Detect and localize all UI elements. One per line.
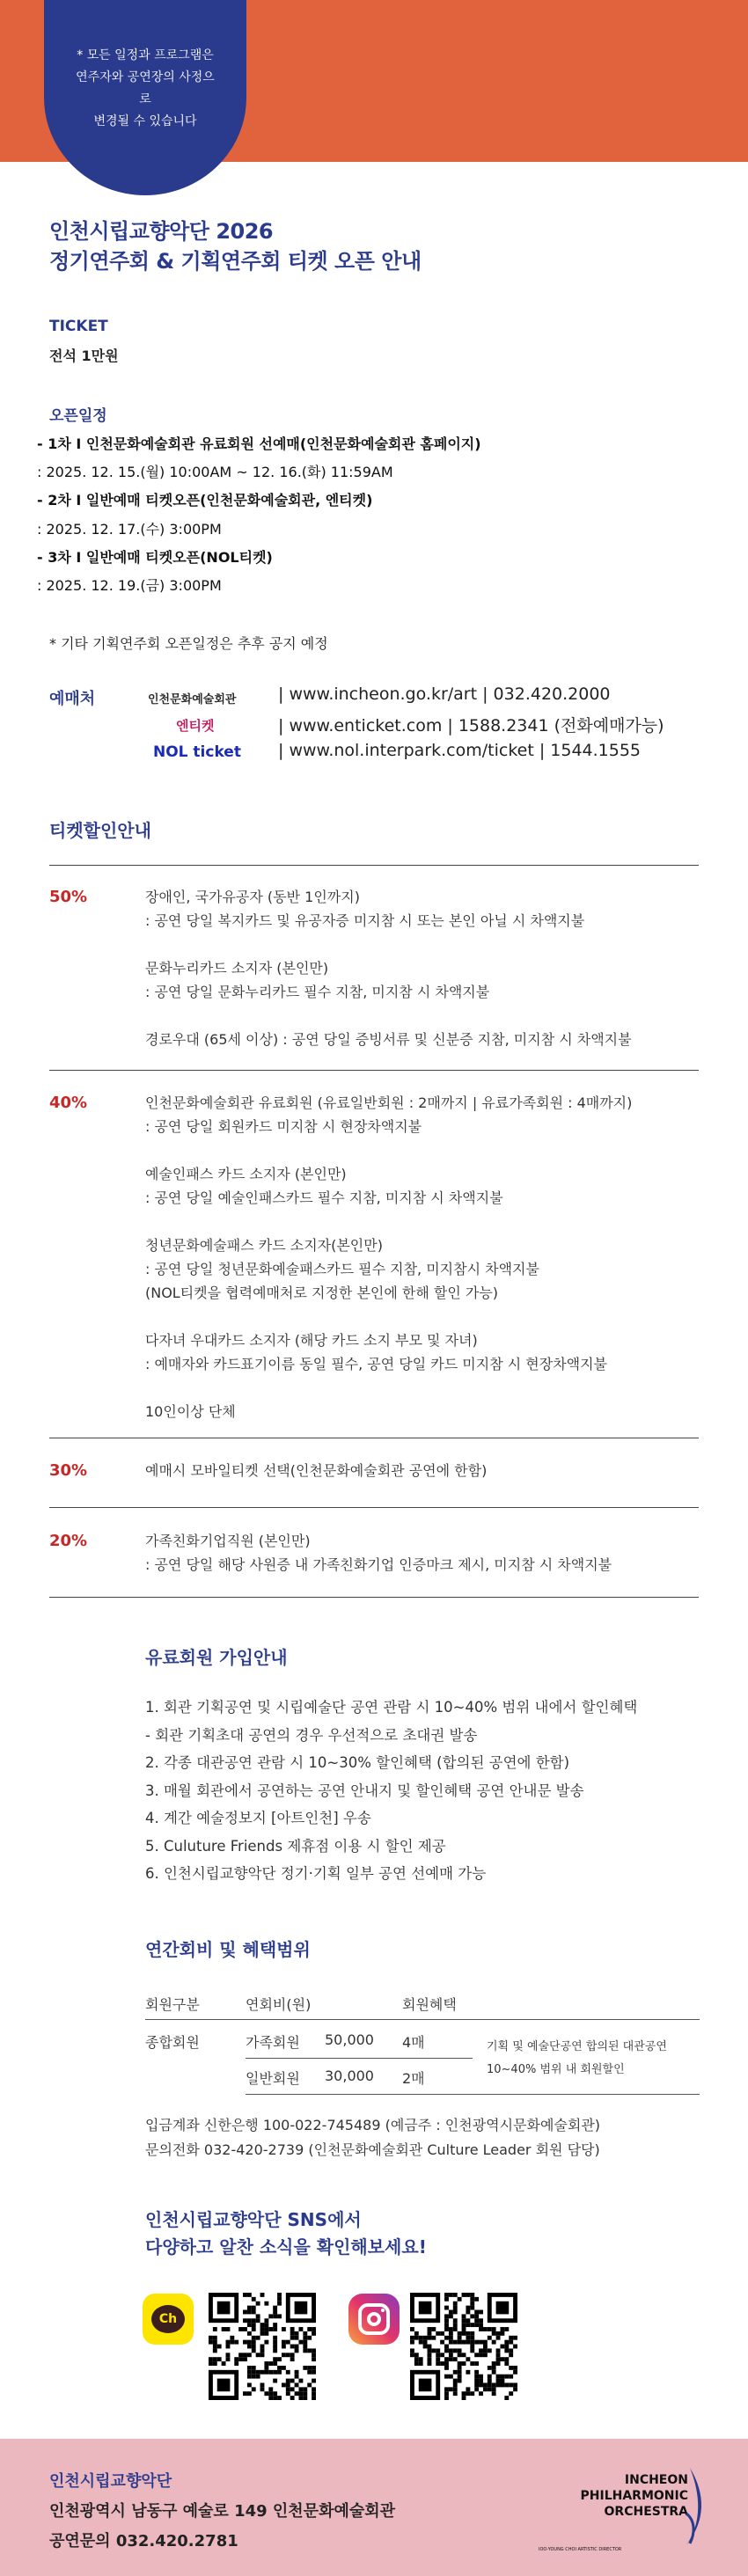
discount-line: [145, 1138, 632, 1162]
seller-info-nol[interactable]: | www.nol.interpark.com/ticket | 1544.1555: [278, 741, 642, 760]
discount-line: 장애인, 국가유공자 (동반 1인까지): [145, 889, 360, 905]
schedule-date-1: : 2025. 12. 15.(월) 10:00AM ~ 12. 16.(화) 11:59AM: [37, 464, 393, 480]
fees-benefit-note: 기획 및 예술단공연 합의된 대관공연 10~40% 범위 내 회원할인: [487, 2040, 667, 2076]
membership-item: 3. 매월 회관에서 공연하는 공연 안내지 및 할인혜택 공연 안내문 발송: [145, 1782, 584, 1799]
footer-address: 인천광역시 남동구 예술로 149 인천문화예술회관: [49, 2502, 396, 2521]
fees-header-type: 회원구분: [145, 1996, 200, 2013]
discount-line: [145, 1004, 632, 1028]
discount-line: [145, 1376, 632, 1400]
discount-line: : 공연 당일 문화누리카드 필수 지참, 미지참 시 차액지불: [145, 984, 490, 1000]
divider: [49, 865, 699, 866]
fees-contact: 문의전화 032-420-2739 (인천문화예술회관 Culture Leader 회원 담당): [145, 2141, 600, 2158]
logo-subtitle: IOO-YOUNG CHOI ARTISTIC DIRECTOR: [539, 2547, 622, 2552]
instagram-camera-glyph: [358, 2303, 390, 2335]
notice-circle: [44, 0, 246, 195]
discount-line: : 공연 당일 예술인패스카드 필수 지참, 미지참 시 차액지불: [145, 1189, 503, 1206]
schedule-head-3: - 3차 I 일반예매 티켓오픈(NOL티켓): [37, 549, 273, 566]
membership-item: 4. 계간 예술정보지 [아트인천] 우송: [145, 1810, 371, 1826]
fees-row-tickets: 2매: [402, 2070, 425, 2087]
membership-item: 2. 각종 대관공연 관람 시 10~30% 할인혜택 (합의된 공연에 한함): [145, 1754, 570, 1771]
schedule-note: * 기타 기획연주회 오픈일정은 추후 공지 예정: [49, 635, 328, 652]
title-line-2: 정기연주회 & 기획연주회 티켓 오픈 안내: [49, 249, 422, 274]
fees-row-name: 일반회원: [246, 2070, 300, 2087]
fees-row-tickets: 4매: [402, 2034, 425, 2051]
discount-line: 예술인패스 카드 소지자 (본인만): [145, 1166, 347, 1182]
logo-line-3: ORCHESTRA: [604, 2505, 688, 2519]
membership-item: - 회관 기획초대 공연의 경우 우선적으로 초대권 발송: [145, 1726, 478, 1744]
discount-pct-20: 20%: [49, 1532, 88, 1550]
discount-pct-50: 50%: [49, 888, 88, 906]
seller-logo-incheon: 인천문화예술회관: [148, 693, 237, 706]
sellers-label: 예매처: [49, 690, 96, 708]
logo-line-2: PHILHARMONIC: [580, 2489, 688, 2503]
discount-line: 청년문화예술패스 카드 소지자(본인만): [145, 1237, 383, 1254]
kakao-channel-icon[interactable]: [143, 2294, 194, 2345]
divider: [246, 2058, 473, 2059]
schedule-date-3: : 2025. 12. 19.(금) 3:00PM: [37, 577, 222, 594]
discount-line: : 공연 당일 회원카드 미지참 시 현장차액지불: [145, 1118, 422, 1135]
seller-logo-enticket: 엔티켓: [176, 718, 215, 734]
discount-pct-40: 40%: [49, 1094, 88, 1112]
footer-phone: 공연문의 032.420.2781: [49, 2532, 238, 2550]
fees-row-amount: 30,000: [325, 2067, 374, 2084]
footer-org: 인천시립교향악단: [49, 2472, 172, 2491]
membership-item: 1. 회관 기획공연 및 시립예술단 공연 관람 시 10~40% 범위 내에서 할인혜택: [145, 1699, 638, 1716]
discount-line: : 공연 당일 복지카드 및 유공자증 미지참 시 또는 본인 아닐 시 차액지불: [145, 912, 585, 929]
discount-line: 문화누리카드 소지자 (본인만): [145, 960, 329, 977]
kakao-qr-code[interactable]: [209, 2293, 316, 2400]
ticket-label: TICKET: [49, 318, 108, 335]
discount-pct-30: 30%: [49, 1461, 88, 1480]
kakao-channel-label: Ch: [151, 2305, 185, 2333]
discount-line: 경로우대 (65세 이상) : 공연 당일 증빙서류 및 신분증 지참, 미지참 시 차액지불: [145, 1031, 632, 1048]
schedule-head-2: - 2차 I 일반예매 티켓오픈(인천문화예술회관, 엔티켓): [37, 492, 373, 509]
discount-line: [145, 1305, 632, 1328]
divider: [246, 2094, 700, 2095]
discount-group-50: [145, 885, 632, 1051]
discount-line: 예매시 모바일티켓 선택(인천문화예술회관 공연에 한함): [145, 1462, 488, 1479]
schedule-head-1: - 1차 I 인천문화예술회관 유료회원 선예매(인천문화예술회관 홈페이지): [37, 435, 481, 452]
schedule-date-2: : 2025. 12. 17.(수) 3:00PM: [37, 521, 222, 538]
logo-line-1: INCHEON: [624, 2473, 688, 2487]
fees-group: 종합회원: [145, 2034, 200, 2051]
orchestra-logo: [539, 2473, 706, 2554]
discount-line: : 공연 당일 해당 사원증 내 가족친화기업 인증마크 제시, 미지참 시 차액지불: [145, 1556, 612, 1573]
discount-line: 다자녀 우대카드 소지자 (해당 카드 소지 부모 및 자녀): [145, 1332, 478, 1349]
instagram-icon[interactable]: [348, 2294, 400, 2345]
instagram-qr-code[interactable]: [410, 2293, 517, 2400]
fees-row-amount: 50,000: [325, 2031, 374, 2048]
discount-line: (NOL티켓을 협력예매처로 지정한 본인에 한해 할인 가능): [145, 1284, 499, 1301]
discount-line: [145, 933, 632, 956]
fees-header-benefit: 회원혜택: [402, 1996, 457, 2013]
page-title: [49, 216, 422, 276]
schedule-label: 오픈일정: [49, 407, 107, 425]
discount-group-20: [145, 1529, 612, 1577]
seller-info-enticket[interactable]: | www.enticket.com | 1588.2341 (전화예매가능): [278, 716, 664, 735]
fees-row-name: 가족회원: [246, 2034, 300, 2051]
discount-heading: 티켓할인안내: [49, 820, 151, 841]
membership-item: 6. 인천시립교향악단 정기·기획 일부 공연 선예매 가능: [145, 1865, 487, 1882]
divider: [145, 2019, 700, 2020]
sns-title: 인천시립교향악단 SNS에서 다양하고 알찬 소식을 확인해보세요!: [145, 2209, 427, 2258]
seller-logo-nol: NOL ticket: [153, 743, 241, 761]
seller-info-incheon[interactable]: | www.incheon.go.kr/art | 032.420.2000: [278, 684, 611, 704]
discount-line: : 공연 당일 청년문화예술패스카드 필수 지참, 미지참시 차액지불: [145, 1261, 539, 1277]
notice-text: * 모든 일정과 프로그램은 연주자와 공연장의 사정으로 변경될 수 있습니다: [76, 48, 215, 128]
divider: [49, 1507, 699, 1508]
discount-group-40: [145, 1091, 632, 1423]
discount-group-30: [145, 1459, 487, 1482]
logo-swoosh-icon: [683, 2468, 706, 2547]
fees-header-fee: 연회비(원): [246, 1996, 312, 2013]
divider: [49, 1597, 699, 1598]
membership-list: [145, 1694, 637, 1888]
discount-line: 10인이상 단체: [145, 1403, 236, 1420]
membership-item: 5. Culuture Friends 제휴점 이용 시 할인 제공: [145, 1837, 446, 1855]
fees-heading: 연간회비 및 혜택범위: [145, 1939, 311, 1960]
discount-line: 인천문화예술회관 유료회원 (유료일반회원 : 2매까지 | 유료가족회원 : 4매까지): [145, 1094, 633, 1111]
membership-heading: 유료회원 가입안내: [145, 1647, 288, 1668]
discount-line: 가족친화기업직원 (본인만): [145, 1533, 311, 1549]
title-line-1: 인천시립교향악단 2026: [49, 219, 274, 244]
fees-account: 입금계좌 신한은행 100-022-745489 (예금주 : 인천광역시문화예술회관): [145, 2117, 601, 2133]
divider: [49, 1070, 699, 1071]
discount-line: : 예매자와 카드표기이름 동일 필수, 공연 당일 카드 미지참 시 현장차액지불: [145, 1356, 608, 1372]
discount-line: [145, 1210, 632, 1233]
ticket-price: 전석 1만원: [49, 348, 119, 364]
